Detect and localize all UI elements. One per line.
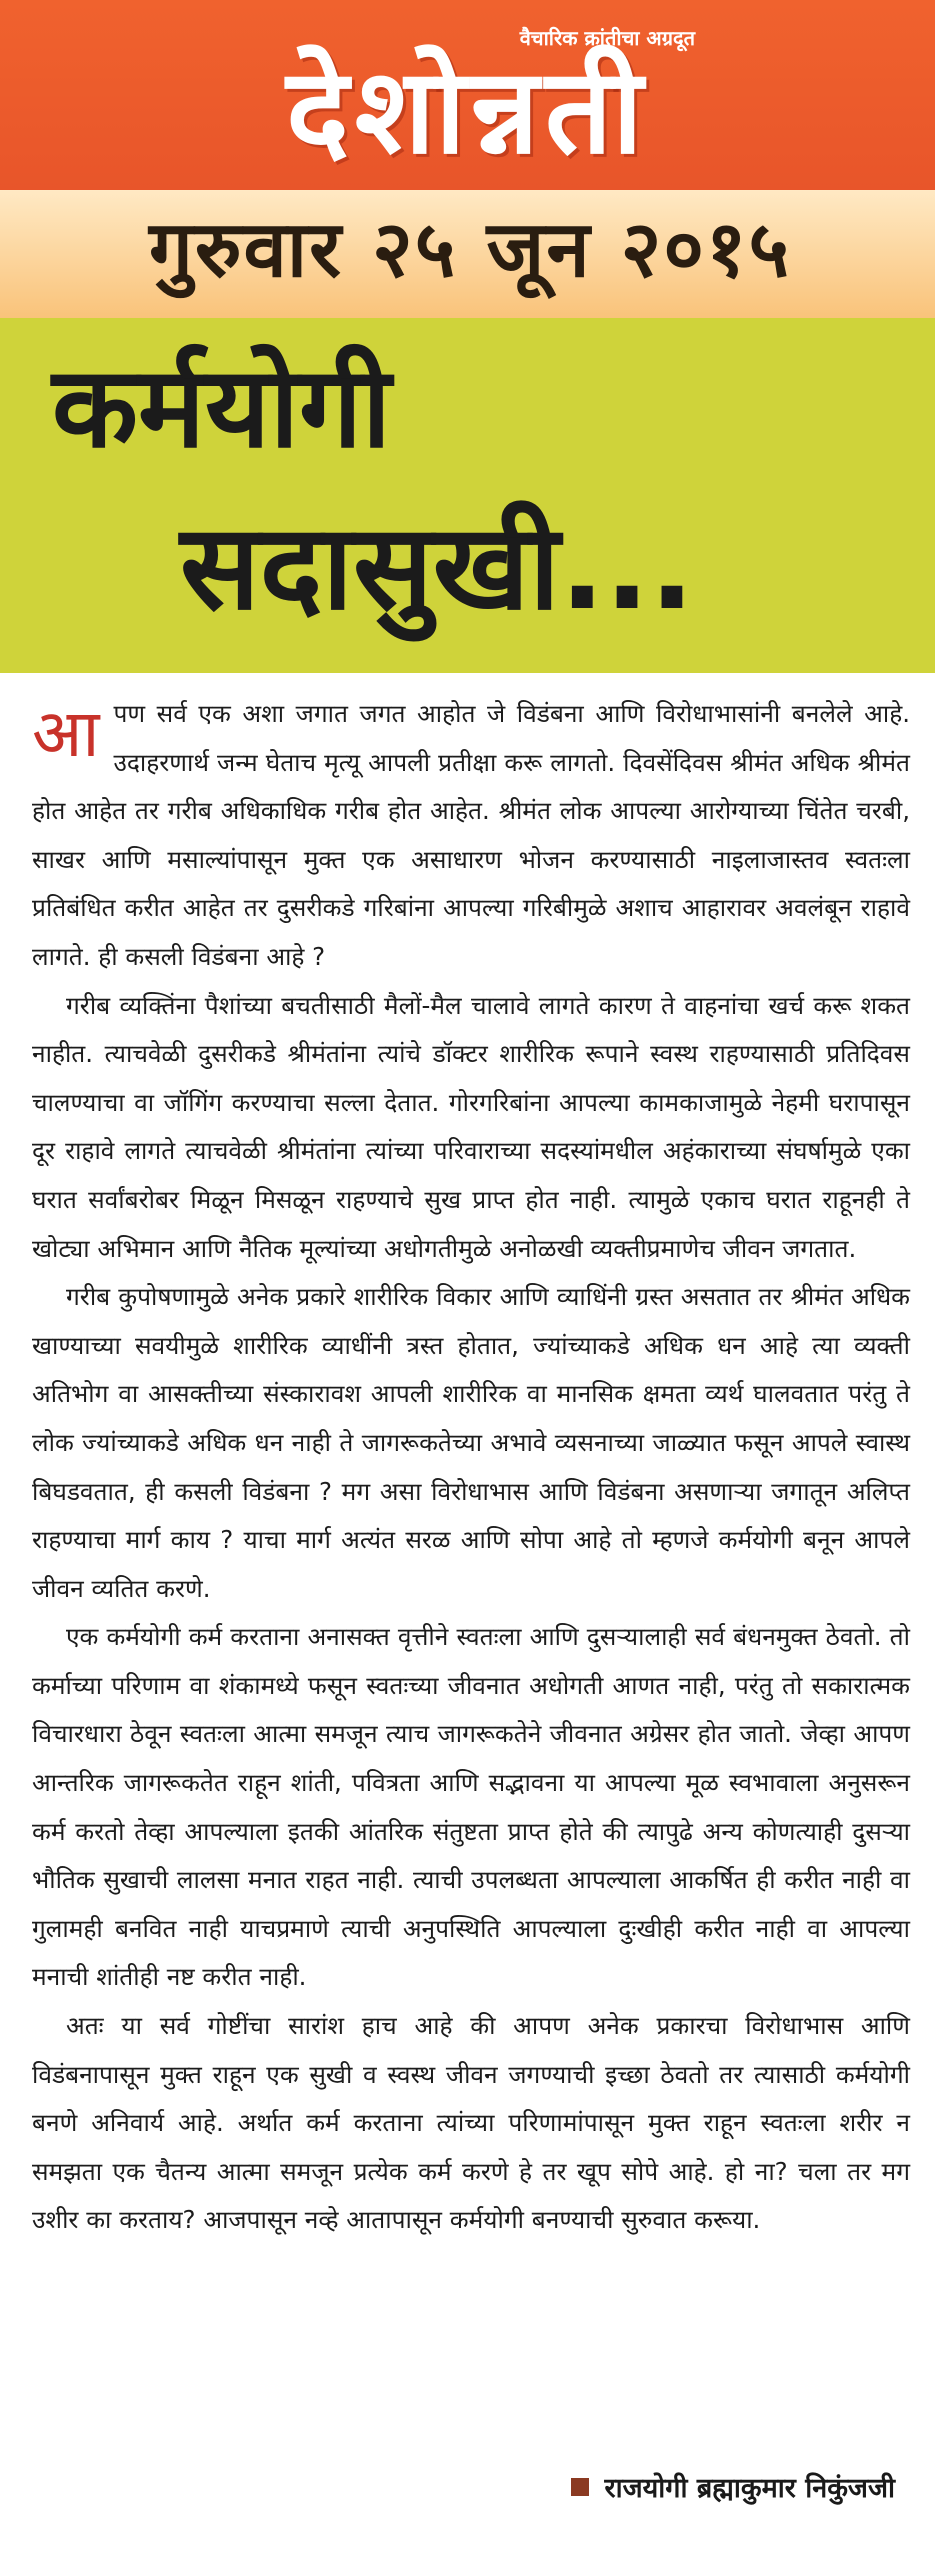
article-paragraph: गरीब कुपोषणामुळे अनेक प्रकारे शारीरिक विकार आणि व्याधिंनी ग्रस्त असतात तर श्रीमंत अधिक खाण्याच्या सवयीमुळे शारीरिक व्याधींनी त्रस्त होतात, ज्यांच्याकडे अधिक धन आहे त्या व्यक्ती अतिभोग वा आसक्तीच्या संस्कारावश आपली शारीरिक वा मानसिक क्षमता व्यर्थ घालवतात परंतु ते लोक ज्यांच्याकडे अधिक धन नाही ते जागरूकतेच्या अभावे व्यसनाच्या जाळ्यात फसून आपले स्वास्थ बिघडवतात, ही कसली विडंबना ? मग असा विरोधाभास आणि विडंबना असणाऱ्या जगातून अलिप्त राहण्याचा मार्ग काय ? याचा मार्ग अत्यंत सरळ आणि सोपा आहे तो म्हणजे कर्मयोगी बनून आपले जीवन व्यतित करणे. — [32, 1282, 910, 1603]
article-paragraph: एक कर्मयोगी कर्म करताना अनासक्त वृत्तीने स्वतःला आणि दुसऱ्यालाही सर्व बंधनमुक्त ठेवतो. तो कर्माच्या परिणाम वा शंकामध्ये फसून स्वतःच्या जीवनात अधोगती आणत नाही, परंतु तो सकारात्मक विचारधारा ठेवून स्वतःला आत्मा समजून त्याच जागरूकतेने जीवनात अग्रेसर होत जातो. जेव्हा आपण आन्तरिक जागरूकतेत राहून शांती, पवित्रता आणि सद्भावना या आपल्या मूळ स्वभावाला अनुसरून कर्म करतो तेव्हा आपल्याला इतकी आंतरिक संतुष्टता प्राप्त होते की त्यापुढे अन्य कोणत्याही दुसऱ्या भौतिक सुखाची लालसा मनात राहत नाही. त्याची उपलब्धता आपल्याला आकर्षित ही करीत नाही वा गुलामही बनवित नाही याचप्रमाणे त्याची अनुपस्थिति आपल्याला दुःखीही करीत नाही वा आपल्या मनाची शांतीही नष्ट करीत नाही. — [32, 1622, 910, 1992]
article-body — [32, 690, 910, 2245]
article-title-line-1: कर्मयोगी — [52, 343, 392, 473]
article-paragraph: गरीब व्यक्तिंना पैशांच्या बचतीसाठी मैलों-मैल चालावे लागते कारण ते वाहनांचा खर्च करू शकत नाहीत. त्याचवेळी दुसरीकडे श्रीमंतांना त्यांचे डॉक्टर शारीरिक रूपाने स्वस्थ राहण्यासाठी प्रतिदिवस चालण्याचा वा जॉगिंग करण्याचा सल्ला देतात. गोरगरिबांना आपल्या कामकाजामुळे नेहमी घरापासून दूर राहावे लागते त्याचवेळी श्रीमंतांना त्यांच्या परिवाराच्या सदस्यांमधील अहंकाराच्या संघर्षामुळे एका घरात सर्वांबरोबर मिळून मिसळून राहण्याचे सुख प्राप्त होत नाही. त्यामुळे एकाच घरात राहूनही ते खोट्या अभिमान आणि नैतिक मूल्यांच्या अधोगतीमुळे अनोळखी व्यक्तीप्रमाणेच जीवन जगतात. — [32, 990, 910, 1263]
newspaper-logo: देशोन्नती — [286, 42, 649, 180]
article-title-line-2: सदासुखी... — [180, 498, 695, 636]
drop-cap: आ — [32, 695, 100, 772]
article-paragraph — [32, 690, 910, 982]
author-name: राजयोगी ब्रह्माकुमार निकुंजजी — [604, 2473, 895, 2504]
masthead-tagline: वैचारिक क्रांतीचा अग्रदूत — [519, 26, 695, 50]
author-byline — [571, 2468, 895, 2505]
article-paragraph: अतः या सर्व गोष्टींचा सारांश हाच आहे की आपण अनेक प्रकारचा विरोधाभास आणि विडंबनापासून मुक्त राहून एक सुखी व स्वस्थ जीवन जगण्याची इच्छा ठेवतो तर त्यासाठी कर्मयोगी बनणे अनिवार्य आहे. अर्थात कर्म करताना त्यांच्या परिणामांपासून मुक्त राहून स्वतःला शरीर न समझता एक चैतन्य आत्मा समजून प्रत्येक कर्म करणे हे तर खूप सोपे आहे. हो ना? चला तर मग उशीर का करताय? आजपासून नव्हे आतापासून कर्मयोगी बनण्याची सुरुवात करूया. — [32, 2011, 910, 2235]
bullet-square-icon — [571, 2478, 589, 2496]
issue-date: गुरुवार २५ जून २०१५ — [148, 205, 792, 295]
paragraph-text: पण सर्व एक अशा जगात जगत आहोत जे विडंबना आणि विरोधाभासांनी बनलेले आहे. उदाहरणार्थ जन्म घेताच मृत्यू आपली प्रतीक्षा करू लागतो. दिवसेंदिवस श्रीमंत अधिक श्रीमंत होत आहेत तर गरीब अधिकाधिक गरीब होत आहेत. श्रीमंत लोक आपल्या आरोग्याच्या चिंतेत चरबी, साखर आणि मसाल्यांपासून मुक्त एक असाधारण भोजन करण्यासाठी नाइलाजास्तव स्वतःला प्रतिबंधित करीत आहेत तर दुसरीकडे गरिबांना आपल्या गरिबीमुळे अशाच आहारावर अवलंबून राहावे लागते. ही कसली विडंबना आहे ? — [32, 699, 910, 971]
